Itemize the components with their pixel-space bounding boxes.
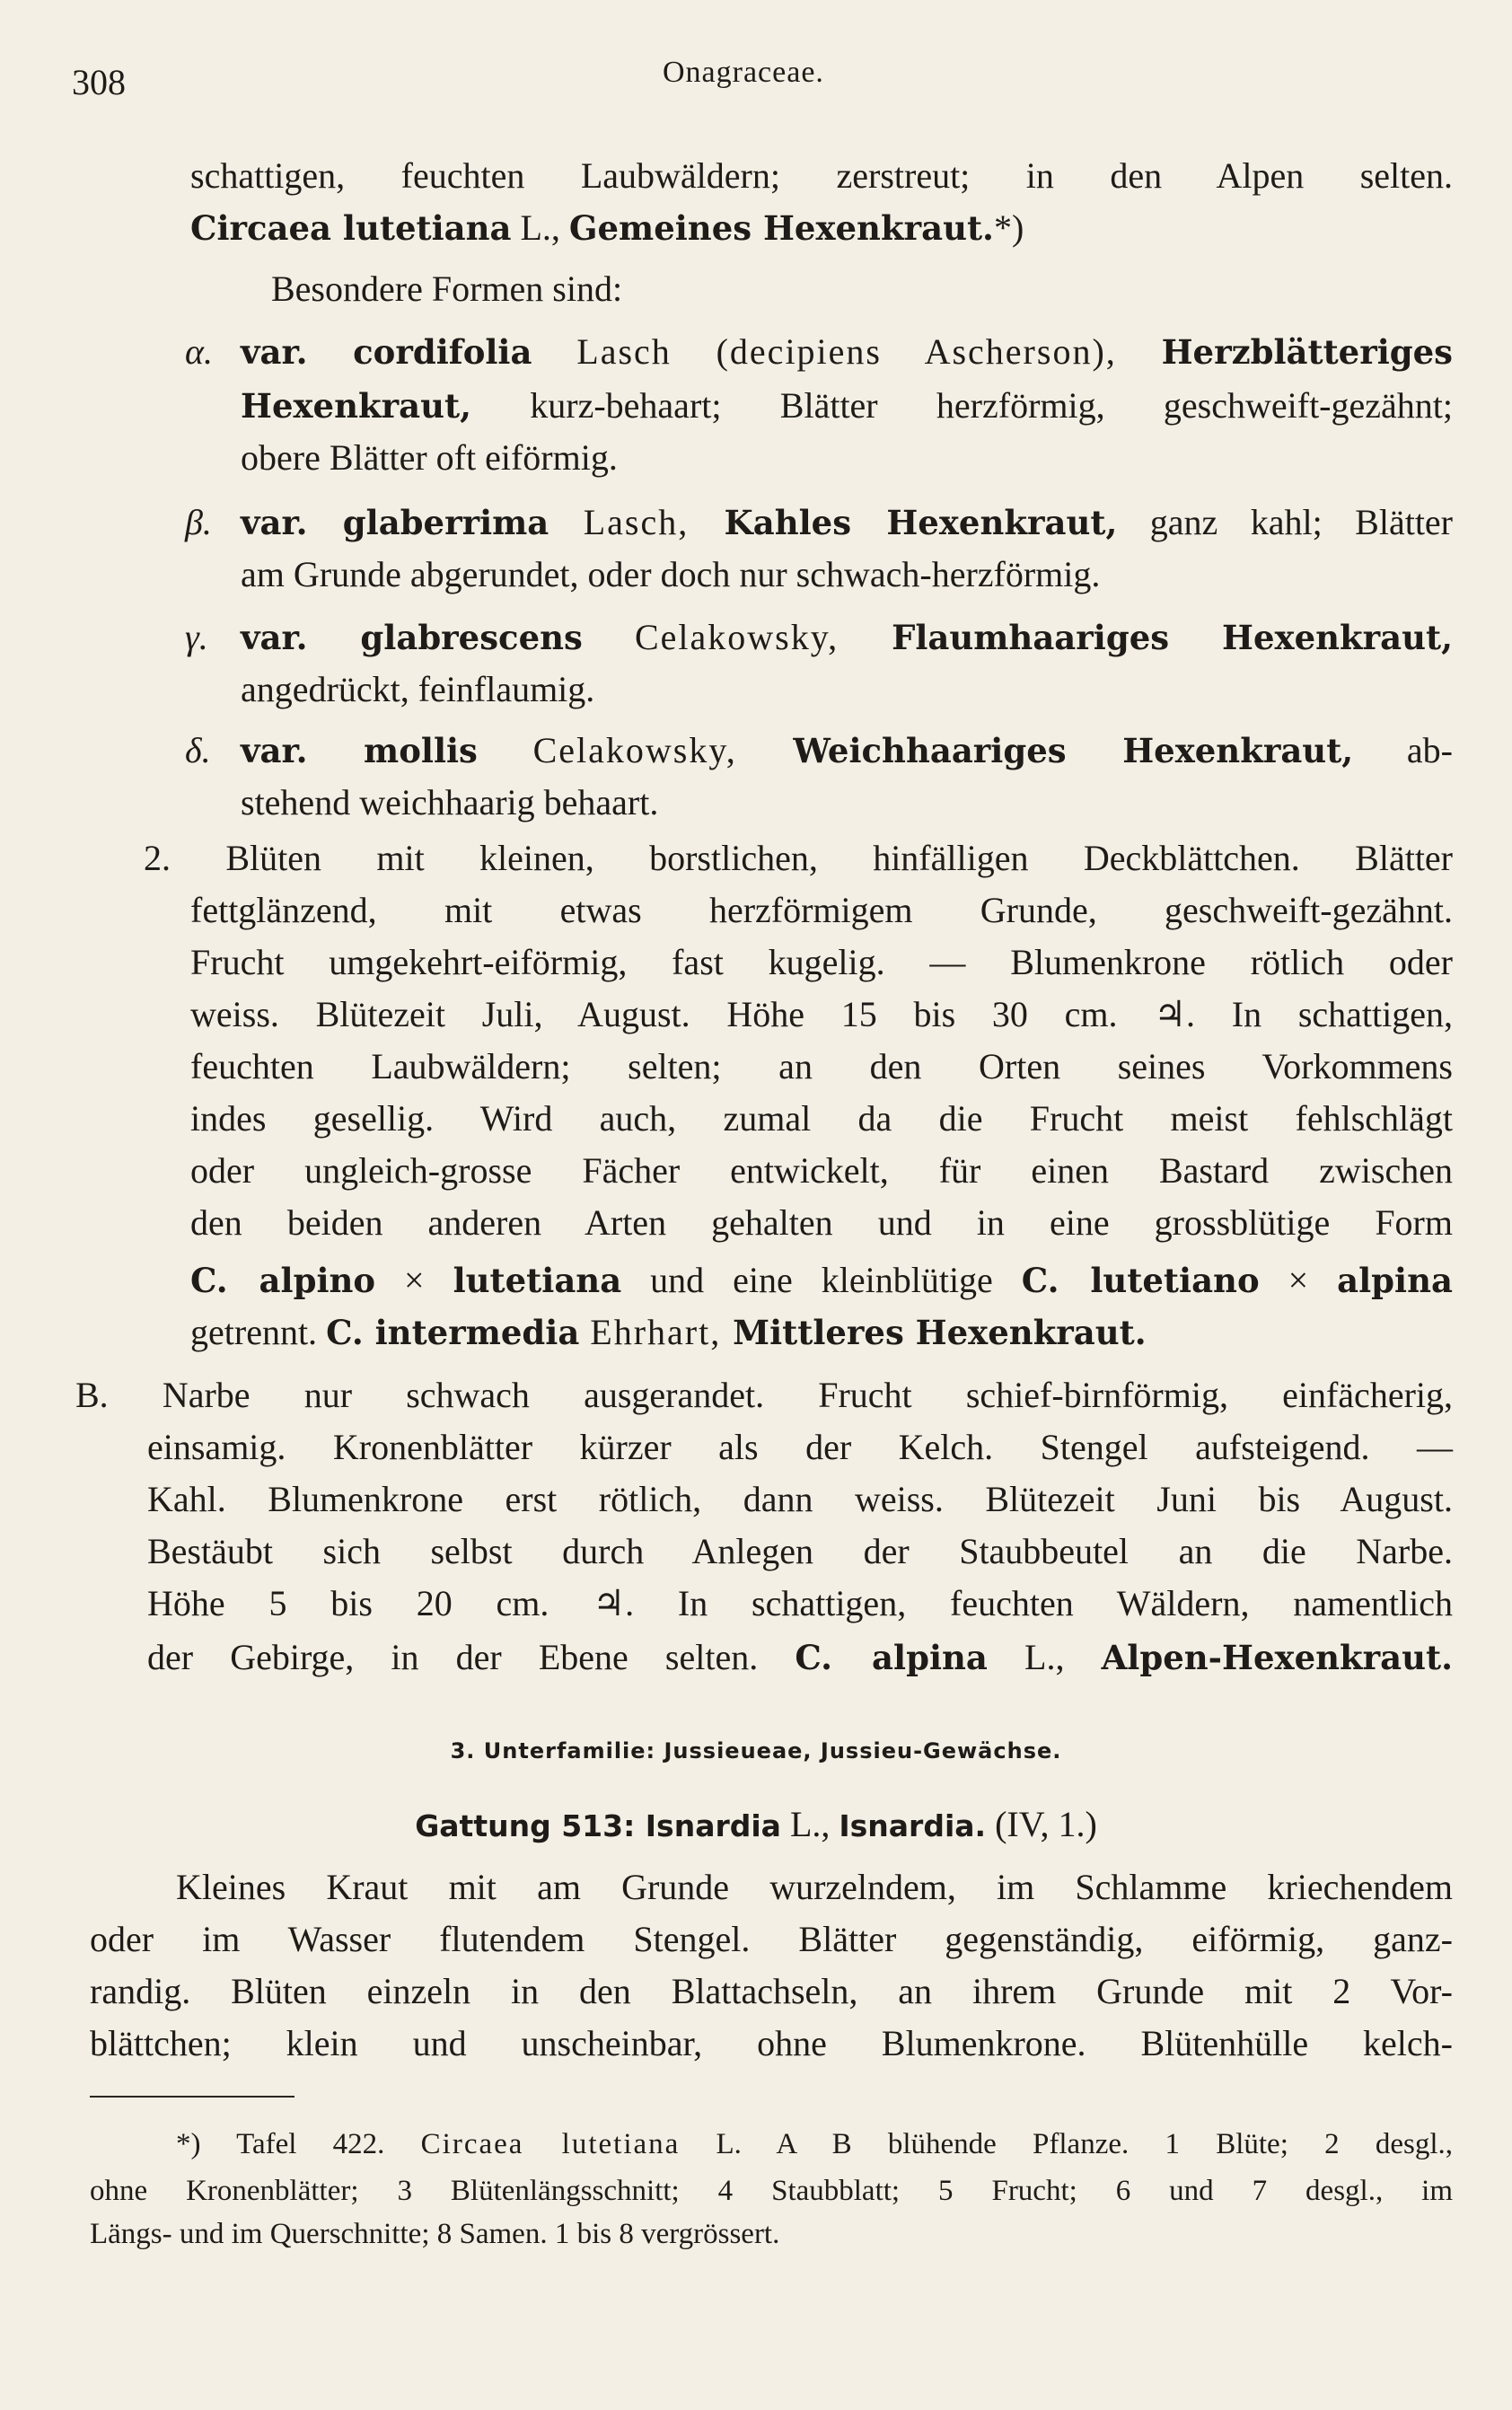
text-line: angedrückt, feinflaumig. — [241, 669, 595, 709]
variety-line: var. mollis Celakowsky, Weichhaariges Hexenkraut, ab- — [241, 730, 1453, 770]
text-line: Frucht umgekehrt-eiförmig, fast kugelig. — Blumenkrone rötlich oder — [190, 942, 1453, 982]
footnote-marker: *) — [993, 207, 1024, 248]
text-line: blättchen; klein und unscheinbar, ohne Blumenkrone. Blütenhülle kelch- — [90, 2023, 1453, 2063]
text-line: einsamig. Kronenblätter kürzer als der Kelch. Stengel aufsteigend. — — [147, 1427, 1453, 1467]
text-line: oder ungleich-grosse Fächer entwickelt, für einen Bastard zwischen — [190, 1150, 1453, 1191]
variety-marker: δ. — [185, 730, 211, 770]
text-line: randig. Blüten einzeln in den Blattachseln, an ihrem Grunde mit 2 Vor- — [90, 1971, 1453, 2011]
variety-line: var. glabrescens Celakowsky, Flaumhaariges Hexenkraut, — [241, 617, 1454, 657]
variety-marker: α. — [185, 331, 213, 372]
subfamily-heading: 3. Unterfamilie: Jussieueae, Jussieu-Gewächse. — [450, 1738, 1062, 1764]
text-line: 2. Blüten mit kleinen, borstlichen, hinfälligen Deckblättchen. Blätter — [144, 838, 1453, 878]
text-line: schattigen, feuchten Laubwäldern; zerstreut; in den Alpen selten. — [190, 155, 1453, 196]
species-line: der Gebirge, in der Ebene selten. C. alpina L., Alpen-Hexenkraut. — [147, 1637, 1453, 1677]
variety-marker: β. — [185, 502, 212, 542]
running-title: Onagraceae. — [663, 56, 824, 89]
text-line: Besondere Formen sind: — [271, 268, 623, 309]
text-line: Bestäubt sich selbst durch Anlegen der Staubbeutel an die Narbe. — [147, 1531, 1453, 1571]
footnote-line: *) Tafel 422. Circaea lutetiana L. A B blühende Pflanze. 1 Blüte; 2 desgl., — [176, 2128, 1454, 2160]
page-number: 308 — [72, 62, 126, 102]
common-name: Alpen-Hexenkraut. — [1101, 1638, 1453, 1677]
text-line: obere Blätter oft eiförmig. — [241, 437, 618, 478]
text-line: weiss. Blütezeit Juli, August. Höhe 15 bis 30 cm. ♃. In schattigen, — [190, 994, 1453, 1034]
text-line: Höhe 5 bis 20 cm. ♃. In schattigen, feuchten Wäldern, namentlich — [147, 1583, 1453, 1623]
text-line: oder im Wasser flutendem Stengel. Blätter gegenständig, eiförmig, ganz- — [90, 1919, 1453, 1959]
footnote-line: ohne Kronenblätter; 3 Blütenlängsschnitt; 4 Staubblatt; 5 Frucht; 6 und 7 desgl., im — [90, 2175, 1453, 2207]
common-name: Gemeines Hexenkraut. — [568, 208, 994, 248]
variety-marker: γ. — [185, 617, 208, 657]
species-line: getrennt. C. intermedia Ehrhart, Mittleres Hexenkraut. — [190, 1312, 1147, 1352]
variety-line: var. cordifolia Lasch (decipiens Ascherson), Herzblätteriges — [241, 331, 1453, 372]
species-line: Circaea lutetiana L., Gemeines Hexenkraut.*) — [190, 207, 1024, 248]
text-line: fettglänzend, mit etwas herzförmigem Grunde, geschweift-gezähnt. — [190, 890, 1453, 930]
hybrid-line: C. alpino × lutetiana und eine kleinblütige C. lutetiano × alpina — [190, 1260, 1453, 1300]
genus-heading: Gattung 513: Isnardia L., Isnardia. (IV, 1.) — [415, 1804, 1097, 1844]
footnote-rule — [90, 2096, 294, 2098]
text-line: Kahl. Blumenkrone erst rötlich, dann weiss. Blütezeit Juni bis August. — [147, 1479, 1453, 1519]
text-line: feuchten Laubwäldern; selten; an den Orten seines Vorkommens — [190, 1046, 1453, 1086]
text-line: den beiden anderen Arten gehalten und in eine grossblütige Form — [190, 1202, 1453, 1243]
species-name: C. intermedia — [326, 1313, 580, 1352]
text-line: Hexenkraut, kurz-behaart; Blätter herzförmig, geschweift-gezähnt; — [241, 385, 1453, 426]
variety-line: var. glaberrima Lasch, Kahles Hexenkraut, ganz kahl; Blätter — [241, 502, 1454, 542]
footnote-line: Längs- und im Querschnitte; 8 Samen. 1 bis 8 vergrössert. — [90, 2218, 780, 2250]
species-name: C. alpina — [795, 1638, 988, 1677]
text-line: am Grunde abgerundet, oder doch nur schwach-herzförmig. — [241, 554, 1101, 594]
text-line: B. Narbe nur schwach ausgerandet. Frucht schief-birnförmig, einfächerig, — [75, 1375, 1453, 1415]
text-line: Kleines Kraut mit am Grunde wurzelndem, im Schlamme kriechendem — [176, 1867, 1453, 1907]
text-line: indes gesellig. Wird auch, zumal da die Frucht meist fehlschlägt — [190, 1098, 1453, 1139]
common-name: Mittleres Hexenkraut. — [721, 1313, 1147, 1352]
species-name: Circaea lutetiana — [190, 208, 512, 248]
text-line: stehend weichhaarig behaart. — [241, 782, 659, 822]
